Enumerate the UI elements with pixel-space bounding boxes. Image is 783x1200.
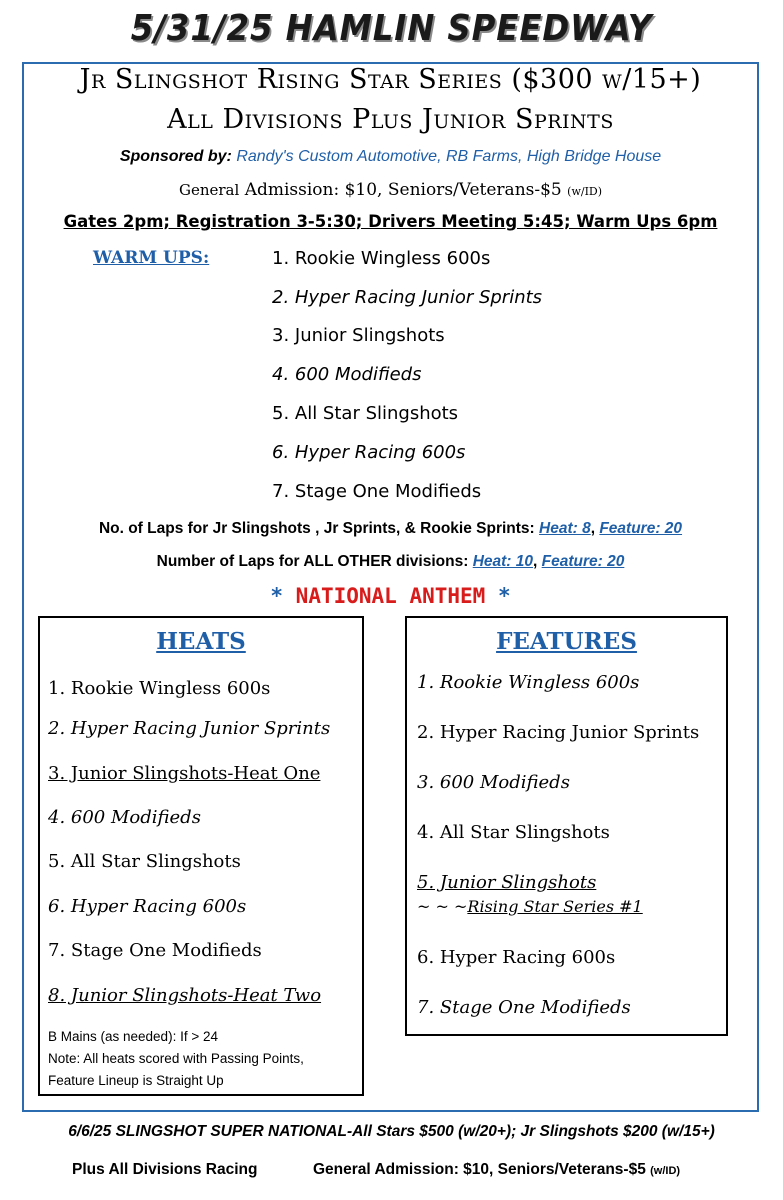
heat-item: 2. Hyper Racing Junior Sprints [48, 718, 331, 739]
rising-star-subline [417, 897, 643, 916]
sponsor-label: Sponsored by: [119, 148, 232, 165]
heat-item: 5. All Star Slingshots [48, 851, 241, 872]
laps-junior-sep: , [590, 520, 596, 537]
schedule-line: Gates 2pm; Registration 3-5:30; Drivers Meeting 5:45; Warm Ups 6pm [63, 212, 718, 231]
laps-other-heat: Heat: 10 [472, 553, 534, 570]
warmup-item: 3. Junior Slingshots [272, 325, 445, 346]
feature-item: 2. Hyper Racing Junior Sprints [417, 722, 700, 743]
laps-junior-text: No. of Laps for Jr Slingshots , Jr Sprints, & Rookie Sprints: [98, 520, 535, 537]
headline-series: Jr Slingshot Rising Star Series ($300 w/15+) [79, 64, 702, 95]
warmup-item: 4. 600 Modifieds [272, 364, 422, 385]
admission-note: (w/ID) [567, 185, 603, 198]
laps-junior-feature: Feature: 20 [599, 520, 683, 537]
sponsor-line [22, 148, 759, 166]
lineup-note: Feature Lineup is Straight Up [48, 1073, 224, 1088]
warmup-item: 7. Stage One Modifieds [272, 481, 482, 502]
heat-item: 1. Rookie Wingless 600s [48, 678, 271, 699]
headline-divisions: All Divisions Plus Junior Sprints [167, 104, 614, 135]
heat-item: 7. Stage One Modifieds [48, 940, 262, 961]
laps-other-text: Number of Laps for ALL OTHER divisions: [156, 553, 469, 570]
heat-item: 4. 600 Modifieds [48, 807, 201, 828]
footer-admission-note: (w/ID) [650, 1165, 681, 1177]
heat-item: 3. Junior Slingshots-Heat One [48, 763, 321, 784]
warmup-item: 2. Hyper Racing Junior Sprints [272, 287, 543, 308]
rising-star-prefix: ~ ~ ~ [417, 897, 468, 916]
warmup-item: 5. All Star Slingshots [272, 403, 459, 424]
admission-line [22, 180, 759, 200]
feature-item: 4. All Star Slingshots [417, 822, 610, 843]
laps-other-line [22, 553, 759, 571]
feature-item: 6. Hyper Racing 600s [417, 947, 616, 968]
admission-prefix: General [178, 181, 240, 199]
page-title: 5/31/25 HAMLIN SPEEDWAY [130, 8, 653, 49]
footer-admission-text: General Admission: $10, Seniors/Veterans-$5 [313, 1161, 646, 1178]
footer-admission [313, 1161, 680, 1179]
feature-item: 3. 600 Modifieds [417, 772, 570, 793]
features-title: FEATURES [496, 628, 637, 655]
heats-box [38, 616, 364, 1096]
feature-item: 7. Stage One Modifieds [417, 997, 631, 1018]
laps-other-feature: Feature: 20 [541, 553, 625, 570]
footer-all-divisions: Plus All Divisions Racing [72, 1161, 258, 1178]
warmup-item: 6. Hyper Racing 600s [272, 442, 466, 463]
heat-item: 6. Hyper Racing 600s [48, 896, 247, 917]
heats-title: HEATS [156, 628, 246, 655]
anthem-star-right: * [497, 584, 511, 608]
footer-super-national: 6/6/25 SLINGSHOT SUPER NATIONAL-All Stars $500 (w/20+); Jr Slingshots $200 (w/15+) [68, 1123, 715, 1140]
laps-other-sep: , [533, 553, 538, 570]
laps-junior-heat: Heat: 8 [539, 520, 591, 537]
passing-points-note: Note: All heats scored with Passing Points, [48, 1051, 304, 1066]
anthem-text: NATIONAL ANTHEM [295, 584, 486, 608]
admission-main: Admission: $10, Seniors/Veterans-$5 [244, 180, 562, 200]
feature-item: 1. Rookie Wingless 600s [417, 672, 640, 693]
warmups-label: WARM UPS: [93, 248, 210, 268]
rising-star-text: Rising Star Series #1 [467, 897, 643, 916]
national-anthem [22, 584, 759, 608]
sponsor-names: Randy's Custom Automotive, RB Farms, High Bridge House [236, 148, 662, 165]
features-box [405, 616, 728, 1036]
bmains-note: B Mains (as needed): If > 24 [48, 1029, 218, 1044]
feature-item: 5. Junior Slingshots [417, 872, 597, 893]
warmup-item: 1. Rookie Wingless 600s [272, 248, 491, 269]
heat-item: 8. Junior Slingshots-Heat Two [48, 985, 322, 1006]
laps-junior-line [22, 520, 759, 538]
heats-note [48, 1026, 304, 1092]
anthem-star-left: * [270, 584, 284, 608]
